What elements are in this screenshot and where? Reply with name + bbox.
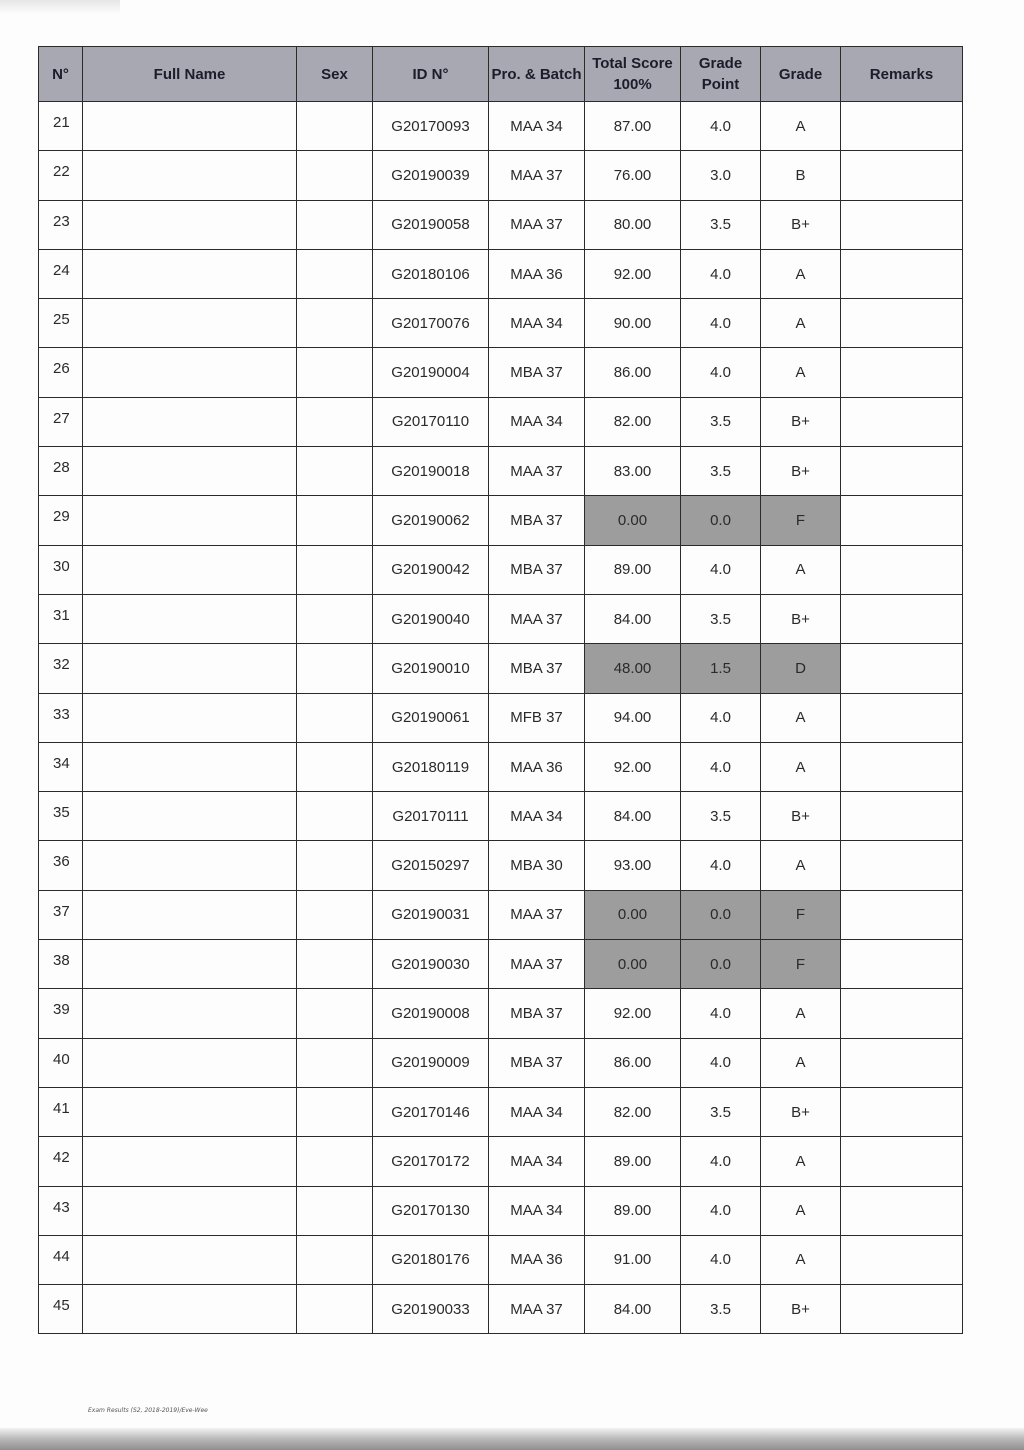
cell-grade: A [761,299,841,348]
cell-grade-point: 4.0 [681,1235,761,1284]
cell-grade-point: 4.0 [681,348,761,397]
cell-program-batch: MAA 37 [489,200,585,249]
cell-remarks [841,1038,963,1087]
cell-program-batch: MBA 37 [489,496,585,545]
cell-remarks [841,1235,963,1284]
cell-number: 21 [39,102,83,151]
cell-sex [297,841,373,890]
cell-grade-point: 3.5 [681,200,761,249]
cell-grade-point: 4.0 [681,989,761,1038]
cell-id-number: G20180119 [373,742,489,791]
cell-program-batch: MAA 34 [489,1087,585,1136]
cell-grade: B [761,151,841,200]
cell-grade: A [761,1186,841,1235]
table-row [39,200,963,249]
cell-sex [297,989,373,1038]
cell-grade-point: 1.5 [681,644,761,693]
footer-document-label: Exam Results (S2, 2018-2019)/Eve-Wee [88,1407,208,1414]
cell-remarks [841,989,963,1038]
cell-grade-point: 4.0 [681,742,761,791]
table-row [39,1186,963,1235]
cell-id-number: G20190018 [373,447,489,496]
cell-total-score: 86.00 [585,348,681,397]
cell-id-number: G20190040 [373,594,489,643]
cell-grade: A [761,1038,841,1087]
cell-grade: A [761,989,841,1038]
cell-program-batch: MBA 37 [489,644,585,693]
cell-sex [297,1235,373,1284]
cell-grade-point: 4.0 [681,299,761,348]
cell-total-score: 84.00 [585,792,681,841]
cell-full-name [83,742,297,791]
cell-program-batch: MAA 34 [489,1186,585,1235]
cell-total-score: 80.00 [585,200,681,249]
cell-id-number: G20190039 [373,151,489,200]
cell-program-batch: MAA 34 [489,792,585,841]
cell-full-name [83,102,297,151]
cell-remarks [841,693,963,742]
cell-grade: D [761,644,841,693]
header-sex: Sex [297,47,373,102]
table-row [39,348,963,397]
cell-remarks [841,940,963,989]
cell-full-name [83,1137,297,1186]
cell-full-name [83,1285,297,1334]
cell-grade-point: 4.0 [681,102,761,151]
cell-program-batch: MAA 34 [489,299,585,348]
cell-grade: B+ [761,1087,841,1136]
cell-grade-point: 3.5 [681,594,761,643]
cell-id-number: G20190008 [373,989,489,1038]
cell-total-score: 89.00 [585,545,681,594]
cell-remarks [841,200,963,249]
cell-number: 34 [39,742,83,791]
cell-number: 44 [39,1235,83,1284]
cell-grade: A [761,841,841,890]
cell-program-batch: MBA 37 [489,1038,585,1087]
cell-sex [297,1087,373,1136]
cell-sex [297,1186,373,1235]
cell-grade-point: 4.0 [681,545,761,594]
cell-full-name [83,693,297,742]
cell-number: 23 [39,200,83,249]
cell-total-score: 92.00 [585,742,681,791]
cell-sex [297,102,373,151]
cell-remarks [841,299,963,348]
cell-total-score: 76.00 [585,151,681,200]
header-program-batch: Pro. & Batch [489,47,585,102]
cell-remarks [841,594,963,643]
table-row [39,792,963,841]
cell-grade-point: 4.0 [681,1137,761,1186]
header-id-number: ID N° [373,47,489,102]
cell-sex [297,249,373,298]
cell-grade: B+ [761,792,841,841]
cell-remarks [841,890,963,939]
cell-full-name [83,496,297,545]
table-body [39,102,963,1334]
table-row [39,989,963,1038]
cell-remarks [841,792,963,841]
table-row [39,249,963,298]
cell-id-number: G20190042 [373,545,489,594]
cell-grade: B+ [761,397,841,446]
table-header-row [39,47,963,102]
header-total-score: Total Score 100% [585,47,681,102]
cell-total-score: 48.00 [585,644,681,693]
cell-program-batch: MBA 37 [489,989,585,1038]
cell-program-batch: MAA 37 [489,151,585,200]
cell-number: 36 [39,841,83,890]
table-row [39,1285,963,1334]
cell-grade-point: 0.0 [681,496,761,545]
cell-full-name [83,594,297,643]
cell-grade-point: 3.5 [681,792,761,841]
cell-number: 43 [39,1186,83,1235]
table-row [39,940,963,989]
cell-grade: A [761,693,841,742]
cell-remarks [841,1285,963,1334]
cell-program-batch: MAA 36 [489,742,585,791]
cell-sex [297,545,373,594]
cell-grade-point: 4.0 [681,249,761,298]
cell-grade: B+ [761,594,841,643]
cell-id-number: G20190004 [373,348,489,397]
cell-program-batch: MBA 30 [489,841,585,890]
cell-number: 41 [39,1087,83,1136]
scan-edge-strip [0,1428,1024,1450]
cell-grade: F [761,890,841,939]
cell-number: 30 [39,545,83,594]
table-row [39,693,963,742]
cell-number: 45 [39,1285,83,1334]
table-row [39,1087,963,1136]
cell-sex [297,299,373,348]
cell-number: 32 [39,644,83,693]
cell-grade-point: 4.0 [681,693,761,742]
cell-full-name [83,890,297,939]
cell-grade-point: 3.5 [681,1087,761,1136]
cell-id-number: G20170110 [373,397,489,446]
cell-total-score: 84.00 [585,594,681,643]
cell-sex [297,200,373,249]
cell-program-batch: MAA 34 [489,1137,585,1186]
cell-grade-point: 4.0 [681,1186,761,1235]
cell-grade-point: 3.0 [681,151,761,200]
header-full-name: Full Name [83,47,297,102]
cell-sex [297,594,373,643]
cell-grade: A [761,742,841,791]
cell-full-name [83,397,297,446]
cell-id-number: G20180106 [373,249,489,298]
cell-id-number: G20170076 [373,299,489,348]
cell-number: 25 [39,299,83,348]
cell-grade-point: 4.0 [681,1038,761,1087]
cell-full-name [83,644,297,693]
cell-grade-point: 0.0 [681,890,761,939]
cell-program-batch: MFB 37 [489,693,585,742]
cell-program-batch: MAA 37 [489,940,585,989]
table-row [39,1038,963,1087]
cell-number: 39 [39,989,83,1038]
cell-number: 22 [39,151,83,200]
cell-program-batch: MAA 36 [489,1235,585,1284]
cell-sex [297,447,373,496]
cell-full-name [83,447,297,496]
cell-full-name [83,1186,297,1235]
cell-id-number: G20190009 [373,1038,489,1087]
cell-grade-point: 3.5 [681,447,761,496]
table-row [39,151,963,200]
cell-id-number: G20190062 [373,496,489,545]
cell-id-number: G20170093 [373,102,489,151]
cell-grade: F [761,496,841,545]
cell-program-batch: MBA 37 [489,348,585,397]
cell-total-score: 82.00 [585,397,681,446]
cell-total-score: 87.00 [585,102,681,151]
cell-sex [297,496,373,545]
table-row [39,742,963,791]
cell-grade: A [761,545,841,594]
cell-number: 27 [39,397,83,446]
cell-total-score: 91.00 [585,1235,681,1284]
cell-grade-point: 4.0 [681,841,761,890]
cell-remarks [841,397,963,446]
cell-remarks [841,249,963,298]
cell-remarks [841,742,963,791]
cell-id-number: G20180176 [373,1235,489,1284]
cell-remarks [841,1186,963,1235]
cell-remarks [841,545,963,594]
cell-number: 26 [39,348,83,397]
cell-id-number: G20190031 [373,890,489,939]
cell-remarks [841,644,963,693]
cell-sex [297,1137,373,1186]
exam-results-table [38,46,963,1334]
cell-total-score: 89.00 [585,1137,681,1186]
cell-grade: A [761,249,841,298]
cell-total-score: 0.00 [585,890,681,939]
cell-total-score: 92.00 [585,249,681,298]
cell-total-score: 89.00 [585,1186,681,1235]
cell-program-batch: MBA 37 [489,545,585,594]
table-row [39,1137,963,1186]
cell-sex [297,1285,373,1334]
cell-full-name [83,200,297,249]
header-grade-point: Grade Point [681,47,761,102]
cell-remarks [841,102,963,151]
table-row [39,1235,963,1284]
cell-sex [297,151,373,200]
cell-full-name [83,989,297,1038]
table-row [39,299,963,348]
cell-program-batch: MAA 34 [489,397,585,446]
cell-total-score: 90.00 [585,299,681,348]
cell-grade: A [761,348,841,397]
cell-grade: B+ [761,447,841,496]
table-row [39,594,963,643]
cell-id-number: G20190061 [373,693,489,742]
table-row [39,102,963,151]
cell-total-score: 86.00 [585,1038,681,1087]
cell-program-batch: MAA 34 [489,102,585,151]
cell-number: 29 [39,496,83,545]
cell-full-name [83,1087,297,1136]
cell-grade: A [761,1137,841,1186]
cell-program-batch: MAA 37 [489,594,585,643]
cell-grade: A [761,102,841,151]
cell-sex [297,1038,373,1087]
cell-grade-point: 0.0 [681,940,761,989]
cell-total-score: 84.00 [585,1285,681,1334]
cell-remarks [841,496,963,545]
cell-id-number: G20190033 [373,1285,489,1334]
cell-number: 37 [39,890,83,939]
cell-program-batch: MAA 37 [489,447,585,496]
cell-id-number: G20190010 [373,644,489,693]
cell-id-number: G20170146 [373,1087,489,1136]
cell-total-score: 94.00 [585,693,681,742]
cell-full-name [83,792,297,841]
table-row [39,397,963,446]
cell-sex [297,742,373,791]
cell-total-score: 0.00 [585,940,681,989]
cell-number: 33 [39,693,83,742]
cell-full-name [83,841,297,890]
cell-program-batch: MAA 37 [489,890,585,939]
cell-remarks [841,151,963,200]
header-number: N° [39,47,83,102]
cell-remarks [841,348,963,397]
header-remarks: Remarks [841,47,963,102]
cell-full-name [83,348,297,397]
cell-number: 42 [39,1137,83,1186]
cell-id-number: G20170130 [373,1186,489,1235]
cell-id-number: G20170172 [373,1137,489,1186]
cell-remarks [841,447,963,496]
cell-full-name [83,249,297,298]
cell-number: 40 [39,1038,83,1087]
table-row [39,496,963,545]
cell-id-number: G20190058 [373,200,489,249]
cell-grade-point: 3.5 [681,397,761,446]
cell-full-name [83,1235,297,1284]
table-row [39,841,963,890]
table-row [39,644,963,693]
cell-grade: F [761,940,841,989]
cell-number: 31 [39,594,83,643]
cell-total-score: 92.00 [585,989,681,1038]
cell-remarks [841,1087,963,1136]
cell-number: 38 [39,940,83,989]
cell-total-score: 0.00 [585,496,681,545]
cell-program-batch: MAA 36 [489,249,585,298]
cell-id-number: G20170111 [373,792,489,841]
table-row [39,447,963,496]
cell-total-score: 83.00 [585,447,681,496]
cell-number: 35 [39,792,83,841]
cell-id-number: G20150297 [373,841,489,890]
scan-corner-shadow [0,0,120,14]
cell-sex [297,940,373,989]
header-grade: Grade [761,47,841,102]
cell-full-name [83,545,297,594]
cell-remarks [841,1137,963,1186]
cell-grade-point: 3.5 [681,1285,761,1334]
cell-number: 28 [39,447,83,496]
cell-full-name [83,940,297,989]
cell-number: 24 [39,249,83,298]
cell-full-name [83,1038,297,1087]
table-row [39,890,963,939]
cell-sex [297,397,373,446]
cell-sex [297,890,373,939]
cell-total-score: 93.00 [585,841,681,890]
cell-grade: A [761,1235,841,1284]
cell-remarks [841,841,963,890]
cell-id-number: G20190030 [373,940,489,989]
cell-full-name [83,151,297,200]
cell-sex [297,348,373,397]
table-row [39,545,963,594]
cell-full-name [83,299,297,348]
cell-grade: B+ [761,200,841,249]
cell-program-batch: MAA 37 [489,1285,585,1334]
cell-total-score: 82.00 [585,1087,681,1136]
cell-sex [297,644,373,693]
cell-sex [297,693,373,742]
cell-grade: B+ [761,1285,841,1334]
cell-sex [297,792,373,841]
